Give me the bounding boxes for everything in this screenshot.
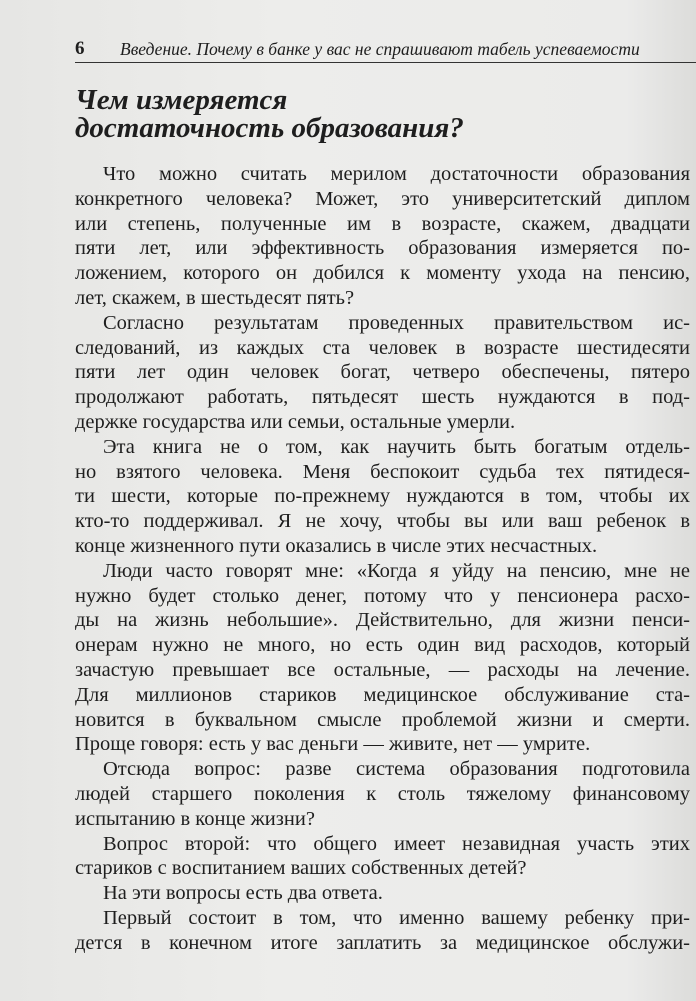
text-line: держке государства или семьи, остальные умерли. — [75, 410, 516, 433]
text-line: стариков с воспитанием ваших собственных детей? — [75, 857, 527, 880]
text-line: кто-то поддерживал. Я не хочу, чтобы вы или ваш ребенок в — [75, 510, 690, 533]
text-line: но взятого человека. Меня беспокоит судьба тех пятидеся- — [75, 460, 690, 483]
text-line: людей старшего поколения к столь тяжелому финансовому — [75, 782, 690, 805]
text-line: Люди часто говорят мне: «Когда я уйду на пенсию, мне не — [103, 559, 690, 582]
text-line: На эти вопросы есть два ответа. — [103, 882, 383, 905]
page-number: 6 — [75, 38, 85, 59]
section-heading-line: достаточность образования? — [75, 112, 464, 144]
text-line: нужно будет столько денег, потому что у пенсионера расхо- — [75, 584, 690, 607]
text-line: дется в конечном итоге заплатить за медицинское обслужи- — [75, 931, 690, 954]
text-line: зачастую превышает все остальные, — расходы на лечение. — [75, 658, 690, 681]
text-line: испытанию в конце жизни? — [75, 807, 315, 830]
running-header — [75, 38, 696, 63]
text-line: конкретного человека? Может, это университетский диплом — [75, 187, 690, 210]
text-line: лет, скажем, в шестьдесят пять? — [75, 286, 355, 309]
text-line: ти шести, которые по-прежнему нуждаются в том, чтобы их — [75, 485, 690, 508]
text-line: продолжают работать, пятьдесят шесть нуждаются в под- — [75, 386, 690, 409]
text-line: онерам нужно не много, но есть один вид расходов, который — [75, 634, 690, 657]
text-line: пяти лет один человек богат, четверо обеспечены, пятеро — [75, 361, 690, 384]
text-line: конце жизненного пути оказались в числе этих несчастных. — [75, 534, 598, 557]
text-line: пяти лет, или эффективность образования измеряется по- — [75, 237, 690, 260]
text-line: или степень, полученные им в возрасте, скажем, двадцати — [75, 212, 690, 235]
text-line: Вопрос второй: что общего имеет незавидная участь этих — [103, 832, 690, 855]
text-line: Что можно считать мерилом достаточности образования — [103, 163, 690, 185]
text-line: ложением, которого он добился к моменту ухода на пенсию, — [75, 262, 690, 285]
section-heading-line: Чем измеряется — [75, 84, 288, 116]
text-line: Для миллионов стариков медицинское обслуживание ста- — [75, 683, 690, 706]
text-line: Эта книга не о том, как научить быть богатым отдель- — [103, 435, 690, 458]
section-heading — [75, 86, 464, 142]
text-line: Согласно результатам проведенных правительством ис- — [103, 311, 690, 334]
text-line: следований, из каждых ста человек в возрасте шестидесяти — [75, 336, 690, 359]
text-line: Первый состоит в том, что именно вашему ребенку при- — [103, 906, 690, 929]
text-line: Отсюда вопрос: разве система образования подготовила — [103, 758, 690, 781]
text-line: новится в буквальном смысле проблемой жизни и смерти. — [75, 708, 690, 731]
body-text — [75, 162, 690, 956]
text-line: Проще говоря: есть у вас деньги — живите, нет — умрите. — [75, 733, 591, 756]
running-title: Введение. Почему в банке у вас не спрашивают табель успеваемости — [120, 39, 640, 59]
text-line: ды на жизнь небольшие». Действительно, для жизни пенси- — [75, 609, 690, 632]
